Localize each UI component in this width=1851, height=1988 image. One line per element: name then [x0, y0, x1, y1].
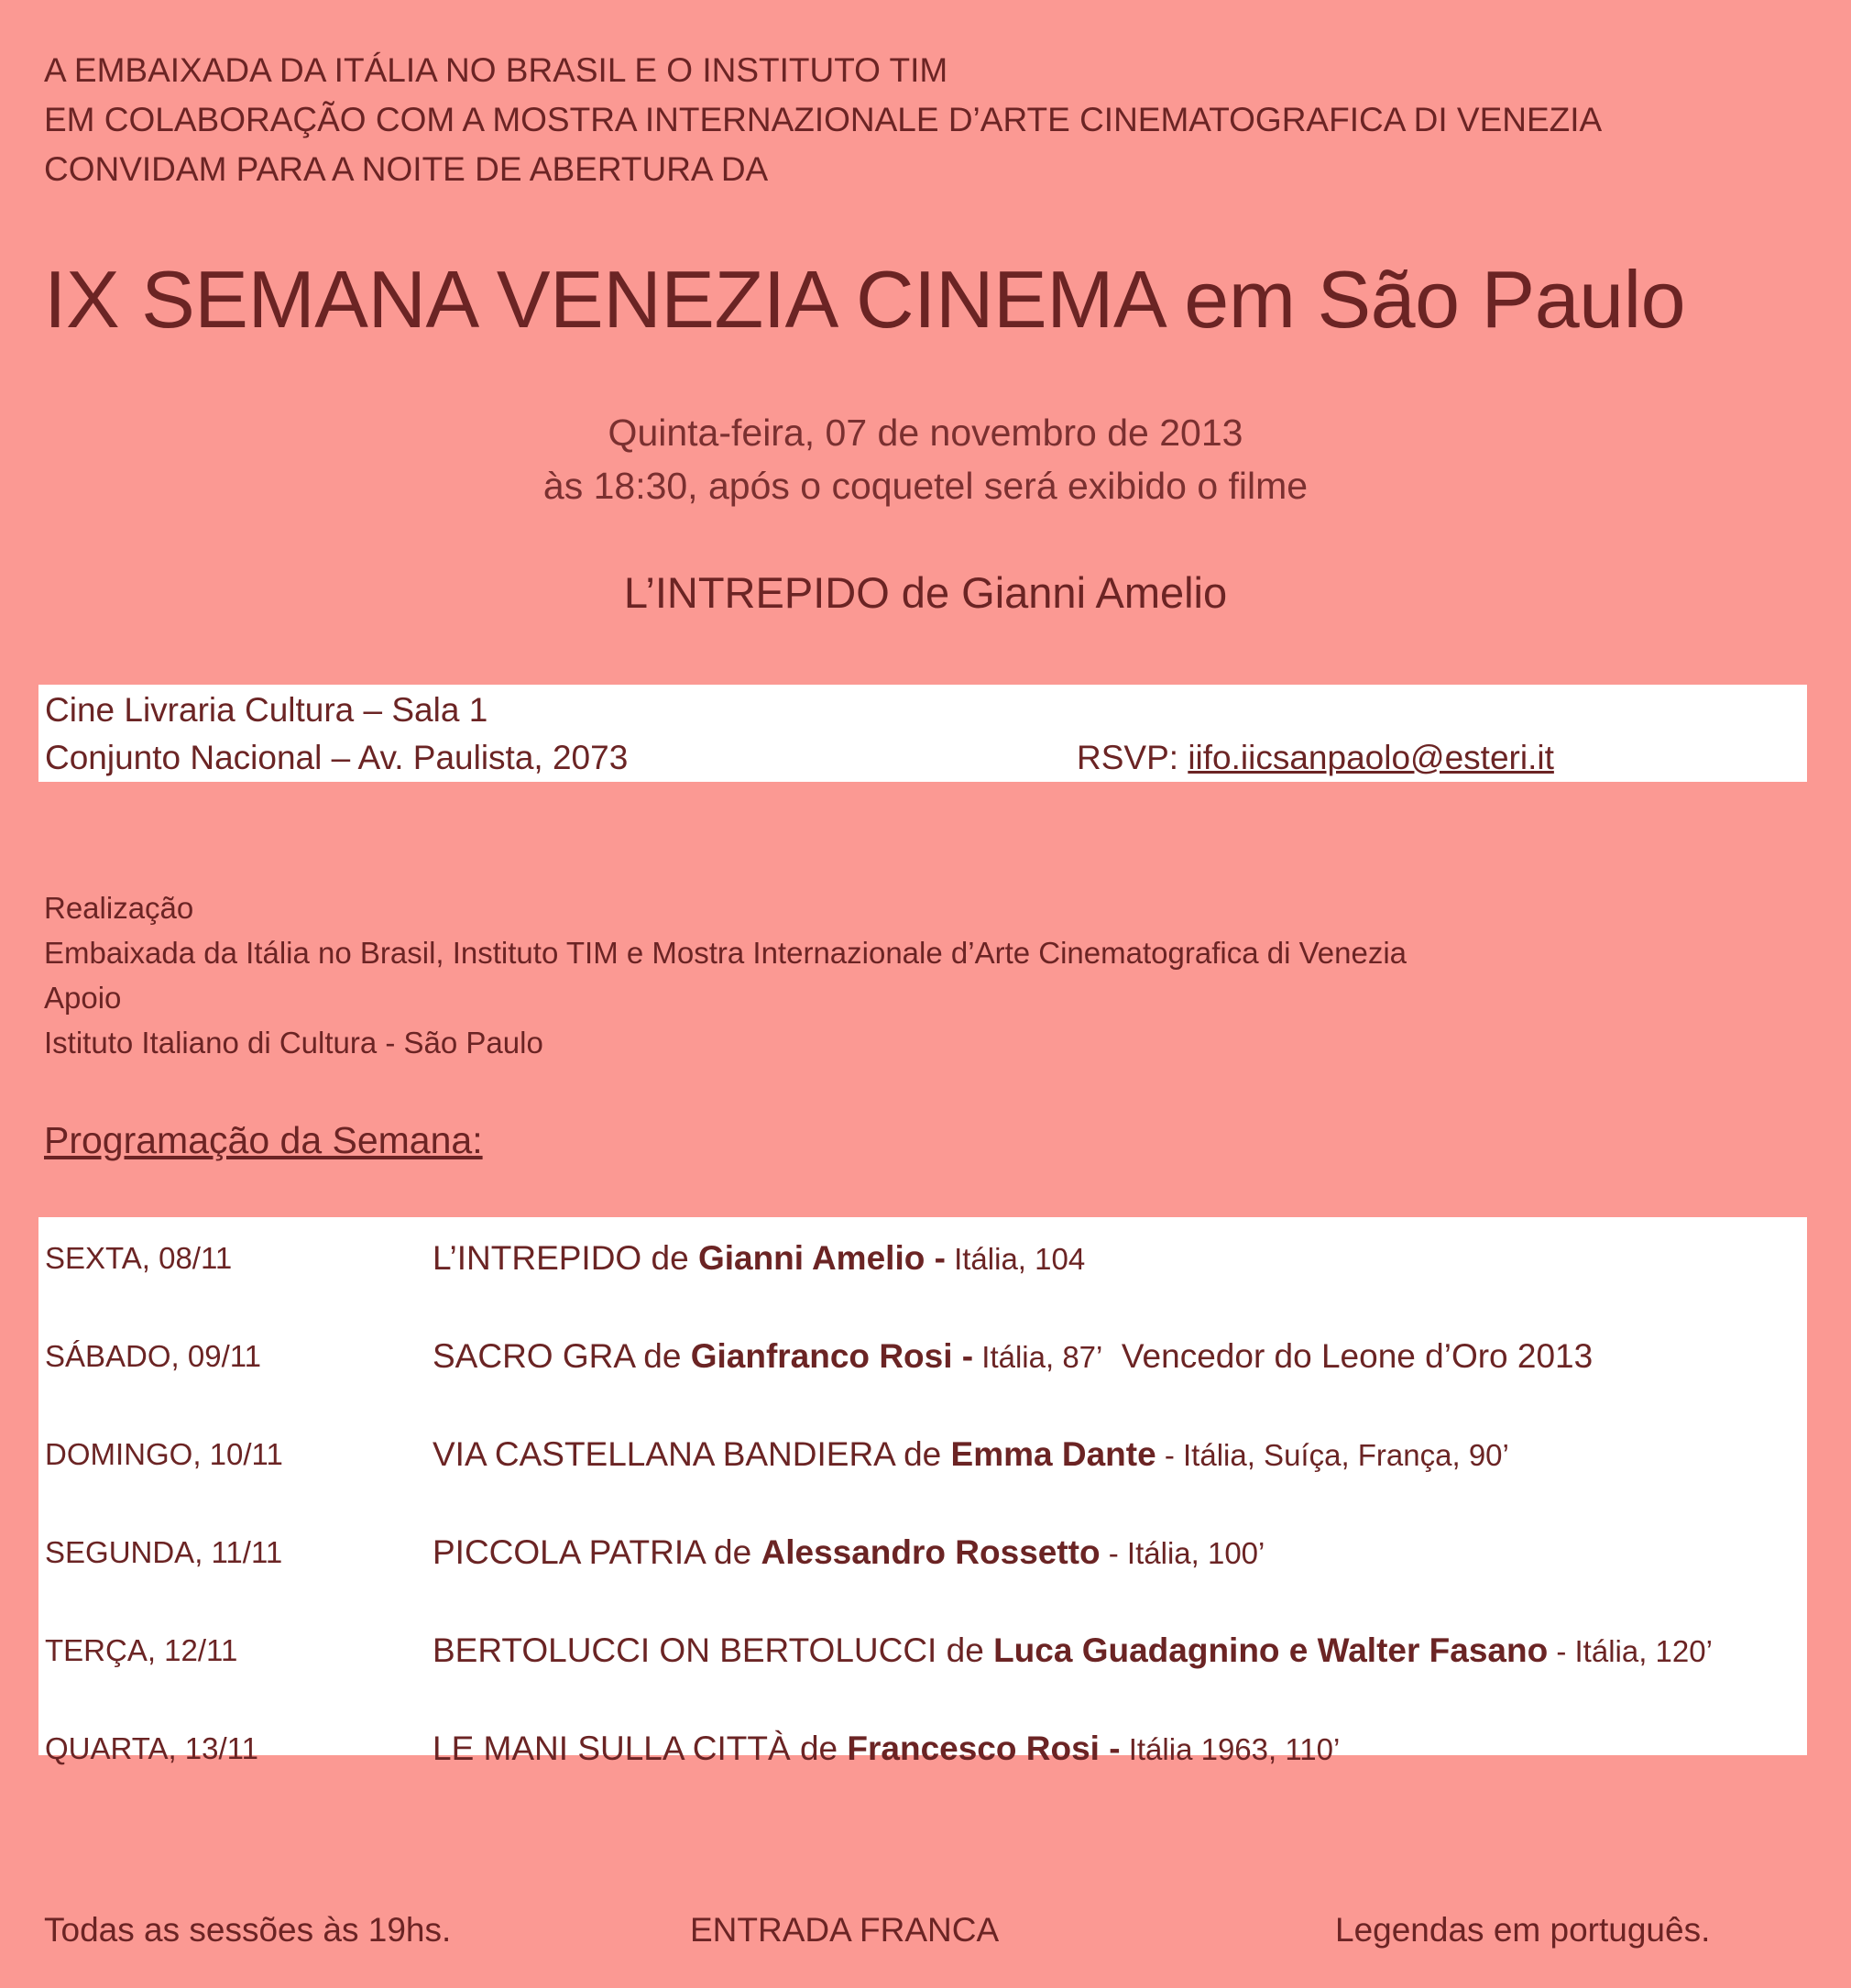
- film-title: PICCOLA PATRIA de: [433, 1533, 761, 1571]
- schedule-row: [38, 1525, 1807, 1580]
- film-title: LE MANI SULLA CITTÀ de: [433, 1730, 848, 1767]
- schedule-day: SEXTA, 08/11: [45, 1241, 233, 1275]
- schedule-row: [38, 1721, 1807, 1776]
- film-extra: Vencedor do Leone d’Oro 2013: [1102, 1337, 1594, 1375]
- schedule-row: [38, 1427, 1807, 1482]
- schedule-film: [433, 1329, 1593, 1385]
- schedule-row: [38, 1231, 1807, 1286]
- schedule-day: DOMINGO, 10/11: [45, 1437, 283, 1471]
- event-time: às 18:30, após o coquetel será exibido o filme: [542, 465, 1309, 507]
- footer-subtitles: Legendas em português.: [1335, 1911, 1711, 1949]
- film-info: - Itália, Suíça, França, 90’: [1156, 1438, 1509, 1472]
- venue-name: Cine Livraria Cultura – Sala 1: [45, 691, 488, 729]
- schedule-film: [433, 1525, 1265, 1581]
- film-director: Alessandro Rossetto: [761, 1533, 1101, 1571]
- schedule-film: [433, 1623, 1713, 1679]
- schedule-row: [38, 1329, 1807, 1384]
- film-info: Itália 1963, 110’: [1120, 1732, 1341, 1766]
- film-director: Luca Guadagnino e Walter Fasano: [993, 1631, 1549, 1669]
- schedule-day: TERÇA, 12/11: [45, 1633, 238, 1667]
- page-title: IX SEMANA VENEZIA CINEMA em São Paulo: [44, 254, 1686, 345]
- film-director: Francesco Rosi -: [847, 1730, 1121, 1767]
- realizacao-text: Embaixada da Itália no Brasil, Instituto TIM e Mostra Internazionale d’Arte Cinematografica di Venezia: [44, 936, 1407, 970]
- intro-line-3: CONVIDAM PARA A NOITE DE ABERTURA DA: [44, 150, 769, 188]
- footer-sessions: Todas as sessões às 19hs.: [44, 1911, 452, 1949]
- film-director: Gianfranco Rosi -: [690, 1337, 974, 1375]
- schedule-day: SEGUNDA, 11/11: [45, 1535, 283, 1569]
- rsvp-label: RSVP:: [1077, 739, 1188, 776]
- credits-block: [44, 885, 1407, 1065]
- film-info: - Itália, 120’: [1548, 1634, 1713, 1668]
- intro-line-1: A EMBAIXADA DA ITÁLIA NO BRASIL E O INSTITUTO TIM: [44, 51, 948, 89]
- intro-block: [44, 46, 1602, 194]
- schedule-day: QUARTA, 13/11: [45, 1731, 258, 1765]
- apoio-label: Apoio: [44, 981, 122, 1015]
- film-info: Itália, 87’: [973, 1340, 1103, 1374]
- opening-film: L’INTREPIDO de Gianni Amelio: [623, 568, 1228, 617]
- schedule-day: SÁBADO, 09/11: [45, 1339, 262, 1373]
- apoio-text: Istituto Italiano di Cultura - São Paulo: [44, 1026, 543, 1060]
- venue-panel: [38, 685, 1807, 782]
- rsvp: [1077, 736, 1554, 780]
- film-title: BERTOLUCCI ON BERTOLUCCI de: [433, 1631, 994, 1669]
- schedule-row: [38, 1623, 1807, 1678]
- schedule-panel: [38, 1217, 1807, 1767]
- film-title: VIA CASTELLANA BANDIERA de: [433, 1435, 951, 1473]
- schedule-film: [433, 1427, 1509, 1483]
- schedule-heading: Programação da Semana:: [44, 1119, 483, 1161]
- film-title: L’INTREPIDO de: [433, 1239, 698, 1277]
- footer-entry: ENTRADA FRANCA: [690, 1911, 1000, 1949]
- rsvp-email-link[interactable]: iifo.iicsanpaolo@esteri.it: [1188, 739, 1554, 776]
- film-info: Itália, 104: [945, 1242, 1086, 1276]
- schedule-film: [433, 1721, 1340, 1777]
- film-director: Emma Dante: [950, 1435, 1156, 1473]
- film-info: - Itália, 100’: [1100, 1536, 1265, 1570]
- realizacao-label: Realização: [44, 891, 194, 925]
- intro-line-2: EM COLABORAÇÃO COM A MOSTRA INTERNAZIONALE D’ARTE CINEMATOGRAFICA DI VENEZIA: [44, 101, 1603, 138]
- venue-address: Conjunto Nacional – Av. Paulista, 2073: [45, 739, 629, 776]
- film-title: SACRO GRA de: [433, 1337, 691, 1375]
- schedule-film: [433, 1231, 1085, 1287]
- event-date: Quinta-feira, 07 de novembro de 2013: [608, 412, 1243, 454]
- film-director: Gianni Amelio -: [697, 1239, 946, 1277]
